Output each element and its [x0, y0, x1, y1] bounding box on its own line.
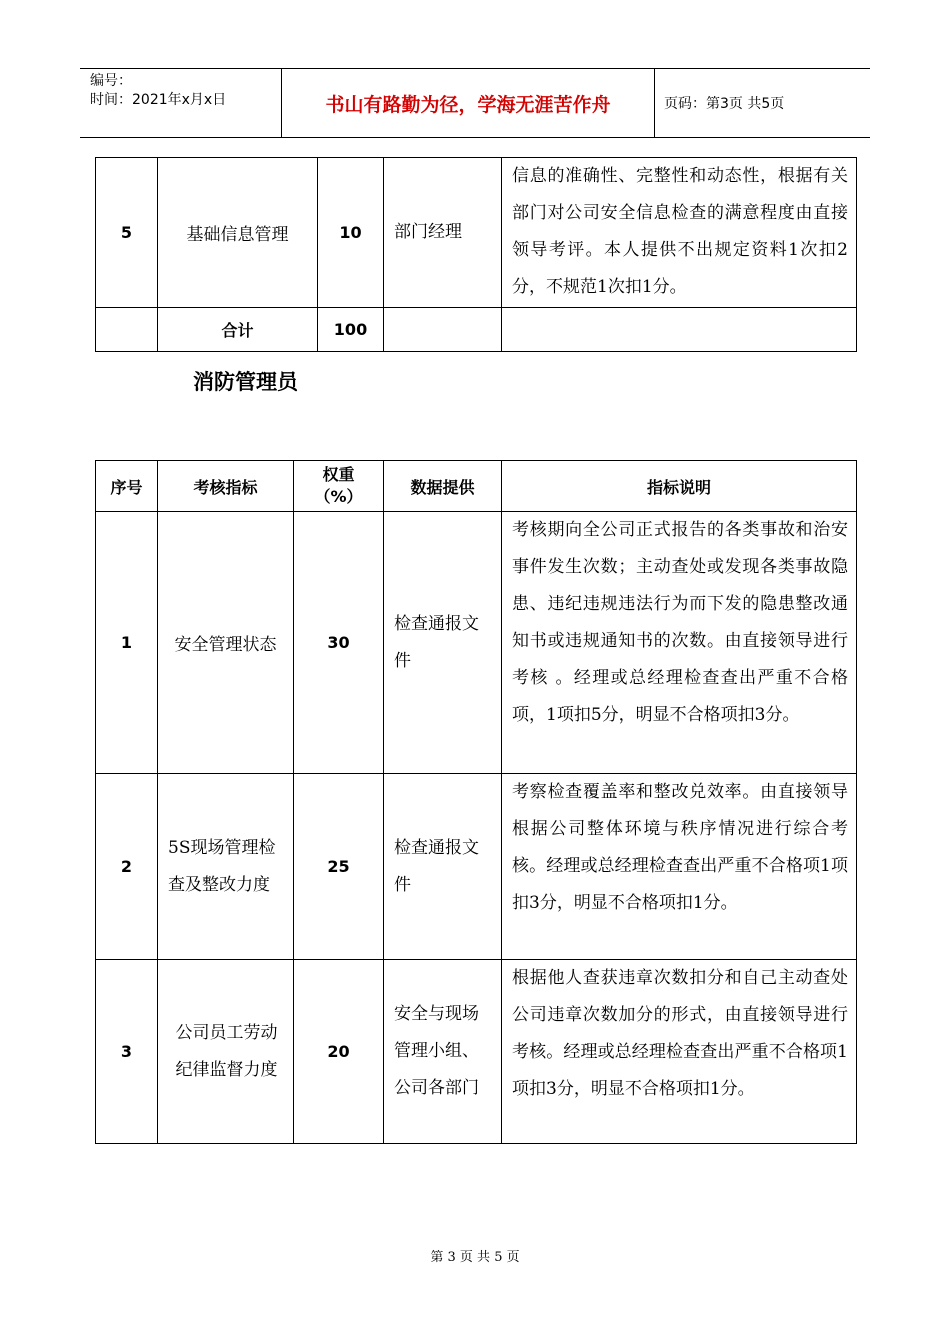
indicator-cell: 安全管理状态	[158, 512, 294, 774]
fire-manager-assessment-table	[95, 460, 857, 1144]
source-cell: 检查通报文件	[384, 512, 502, 774]
description-cell: 信息的准确性、完整性和动态性，根据有关部门对公司安全信息检查的满意程度由直接领导考评。本人提供不出规定资料1次扣2分，不规范1次扣1分。	[502, 158, 857, 308]
indicator-cell: 基础信息管理	[158, 158, 318, 308]
table-row	[96, 960, 857, 1144]
empty-cell	[96, 308, 158, 352]
total-label: 合计	[158, 308, 318, 352]
weight-cell: 25	[294, 774, 384, 960]
description-cell: 考察检查覆盖率和整改兑效率。由直接领导根据公司整体环境与秩序情况进行综合考核。经理或总经理检查查出严重不合格项1项扣3分，明显不合格项扣1分。	[502, 774, 857, 960]
weight-cell: 30	[294, 512, 384, 774]
header-indicator: 考核指标	[158, 461, 294, 512]
weight-cell: 10	[318, 158, 384, 308]
source-cell: 安全与现场管理小组、公司各部门	[384, 960, 502, 1144]
description-cell: 根据他人查获违章次数扣分和自己主动查处公司违章次数加分的形式，由直接领导进行考核。经理或总经理检查查出严重不合格项1项扣3分，明显不合格项扣1分。	[502, 960, 857, 1144]
row-number: 3	[96, 960, 158, 1144]
weight-cell: 20	[294, 960, 384, 1144]
table-row	[96, 512, 857, 774]
table-row	[96, 158, 857, 308]
assessment-table-continued	[95, 157, 857, 352]
code-label: 编号：	[90, 73, 132, 89]
table-header-row	[96, 461, 857, 512]
header-meta	[80, 69, 282, 137]
description-cell: 考核期向全公司正式报告的各类事故和治安事件发生次数；主动查处或发现各类事故隐患、违纪违规违法行为而下发的隐患整改通知书或违规通知书的次数。由直接领导进行考核 。经理或总经理检查查出严重不合格项，1项扣5分，明显不合格项扣3分。	[502, 512, 857, 774]
total-row	[96, 308, 857, 352]
indicator-cell: 5S现场管理检查及整改力度	[158, 774, 294, 960]
row-number: 5	[96, 158, 158, 308]
indicator-cell: 公司员工劳动纪律监督力度	[158, 960, 294, 1144]
page-header	[80, 68, 870, 138]
header-motto: 书山有路勤为径，学海无涯苦作舟	[282, 69, 655, 137]
table-row	[96, 774, 857, 960]
row-number: 1	[96, 512, 158, 774]
empty-cell	[502, 308, 857, 352]
empty-cell	[384, 308, 502, 352]
header-weight: 权重（%）	[294, 461, 384, 512]
total-value: 100	[318, 308, 384, 352]
header-page-label: 页码：第3页 共5页	[664, 96, 785, 112]
page-footer: 第 3 页 共 5 页	[430, 1250, 520, 1265]
row-number: 2	[96, 774, 158, 960]
source-cell: 检查通报文件	[384, 774, 502, 960]
header-source: 数据提供	[384, 461, 502, 512]
header-no: 序号	[96, 461, 158, 512]
header-desc: 指标说明	[502, 461, 857, 512]
time-label: 时间：2021年x月x日	[90, 92, 227, 108]
section-title: 消防管理员	[193, 370, 298, 394]
source-cell: 部门经理	[384, 158, 502, 308]
